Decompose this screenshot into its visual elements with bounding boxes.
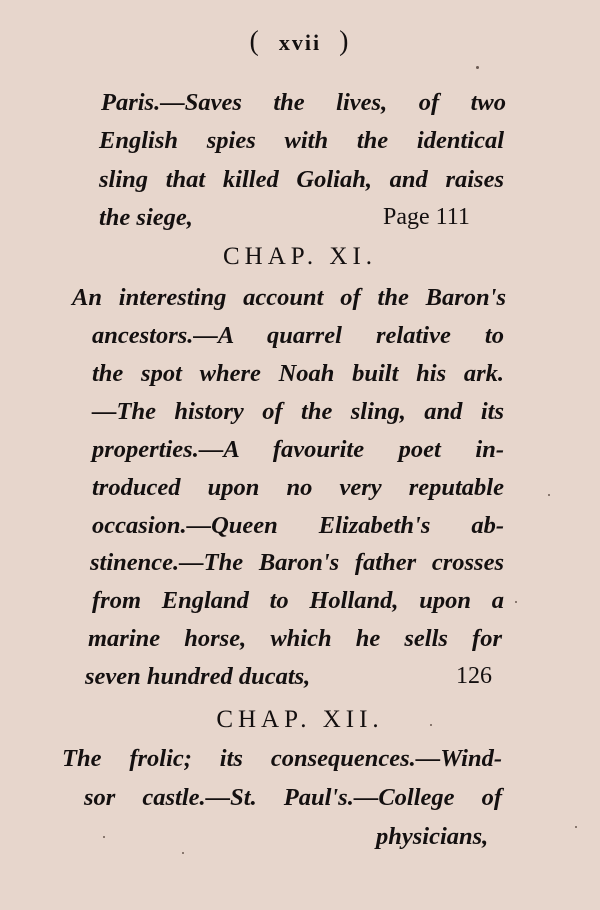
header-close-paren: ) xyxy=(339,26,351,57)
chap12-line-3: physicians, xyxy=(376,823,489,850)
paper-speck xyxy=(430,724,432,726)
chap11-line-5: properties.—A favourite poet in- xyxy=(92,436,504,463)
paper-speck xyxy=(548,494,550,496)
page-numeral: xvii xyxy=(278,30,322,55)
chap11-line-10: marine horse, which he sells for xyxy=(88,625,502,652)
chap10-line-3: sling that killed Goliah, and raises xyxy=(99,166,504,193)
chap11-heading: CHAP. XI. xyxy=(222,243,378,270)
chap11-line-9: from England to Holland, upon a xyxy=(92,587,504,614)
chap11-line-1: An interesting account of the Baron's xyxy=(72,284,506,311)
paper-speck xyxy=(515,601,517,603)
chap11-line-2: ancestors.—A quarrel relative to xyxy=(92,322,504,349)
page-header xyxy=(0,26,600,58)
chap11-line-11: seven hundred ducats, xyxy=(85,663,311,690)
paper-speck xyxy=(575,826,577,828)
chap11-page-ref: 126 xyxy=(456,663,492,689)
chap10-line-2: English spies with the identical xyxy=(99,127,504,154)
chap11-line-8: stinence.—The Baron's father crosses xyxy=(90,549,504,576)
chap12-line-1: The frolic; its consequences.—Wind- xyxy=(62,745,502,772)
paper-speck xyxy=(103,836,105,838)
paper-speck xyxy=(476,66,479,69)
header-open-paren: ( xyxy=(249,26,261,57)
chap10-line-1: Paris.—Saves the lives, of two xyxy=(101,89,506,116)
chap11-line-6: troduced upon no very reputable xyxy=(92,474,504,501)
chap12-line-2: sor castle.—St. Paul's.—College of xyxy=(84,784,502,811)
paper-speck xyxy=(182,852,184,854)
chap11-line-4: —The history of the sling, and its xyxy=(92,398,504,425)
chap10-page-ref: Page 111 xyxy=(383,204,470,230)
chap12-heading: CHAP. XII. xyxy=(216,706,384,733)
chap10-line-4: the siege, xyxy=(99,204,193,231)
chap11-line-3: the spot where Noah built his ark. xyxy=(92,360,504,387)
chap11-line-7: occasion.—Queen Elizabeth's ab- xyxy=(92,512,504,539)
